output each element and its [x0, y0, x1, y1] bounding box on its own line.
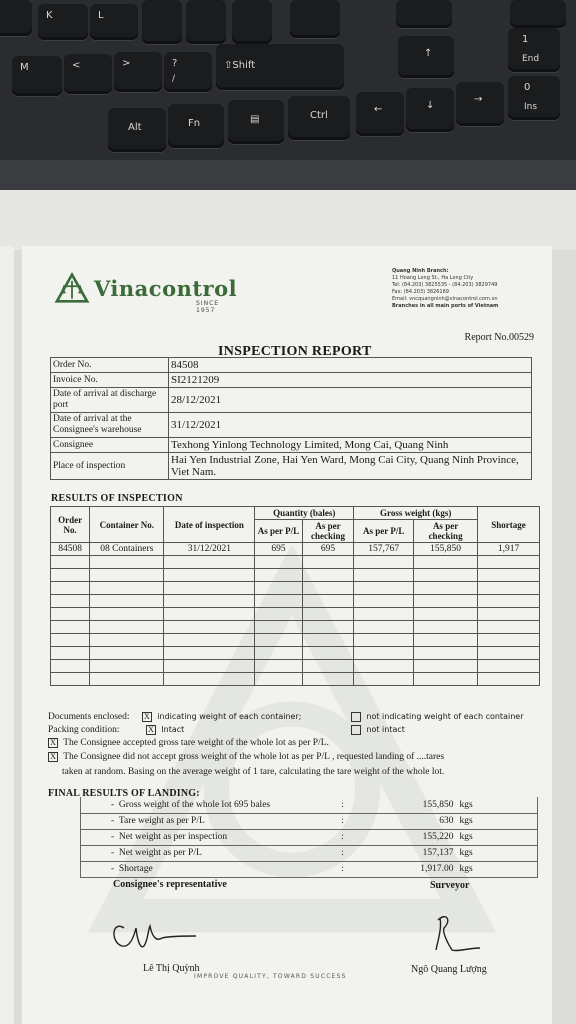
consignee-rep-label: Consignee's representative	[113, 879, 227, 890]
branch-info	[392, 268, 498, 310]
key-l: L	[90, 4, 138, 40]
final-results-table	[80, 797, 538, 878]
desk-surface	[0, 190, 576, 250]
final-label: - Net weight as per P/L	[81, 845, 298, 861]
info-value: 84508	[169, 358, 532, 373]
final-amount: 155,220	[388, 829, 458, 845]
consignee-signature	[104, 906, 204, 956]
consignee-rep-name: Lê Thị Quỳnh	[143, 963, 200, 974]
info-row	[51, 453, 532, 480]
inspection-report-document	[22, 246, 552, 1024]
key-top-right	[510, 0, 566, 28]
documents-enclosed-alt-row	[348, 712, 523, 722]
empty-row	[51, 621, 540, 634]
info-label: Consignee	[51, 438, 169, 453]
report-title: INSPECTION REPORT	[218, 344, 372, 359]
accept-checkbox[interactable]: X	[48, 738, 58, 748]
packing-condition-row	[48, 725, 184, 735]
final-unit: kgs	[458, 829, 538, 845]
accept-row	[45, 738, 329, 748]
empty-row	[51, 595, 540, 608]
final-amount: 630	[388, 813, 458, 829]
key-fn: Fn	[168, 104, 224, 148]
branch-line: 11 Hoang Long St., Ha Long City	[392, 275, 474, 281]
info-value: Texhong Yinlong Technology Limited, Mong Cai, Quang Ninh	[169, 438, 532, 453]
enclosed-unchecked-text: not indicating weight of each container	[366, 712, 524, 722]
final-unit: kgs	[458, 797, 538, 813]
info-label: Invoice No.	[51, 373, 169, 388]
col-gross: Gross weight (kgs)	[354, 507, 478, 520]
not-accept-row	[45, 752, 444, 762]
info-label: Date of arrival at the Consignee's warehouse	[51, 413, 169, 438]
packing-checked-text: Intact	[161, 725, 185, 735]
key-backslash	[232, 0, 272, 44]
key-ins: 0 Ins	[508, 76, 560, 120]
company-name: Vinacontrol	[94, 275, 238, 301]
key-arrow-down: ↓	[406, 88, 454, 132]
final-label: - Tare weight as per P/L	[81, 813, 298, 829]
empty-row	[51, 647, 540, 660]
key-end: 1 End	[508, 28, 560, 72]
results-heading: RESULTS OF INSPECTION	[51, 493, 183, 504]
info-value: 28/12/2021	[169, 388, 532, 413]
cell-order-no: 84508	[51, 543, 90, 556]
col-date: Date of inspection	[164, 507, 255, 543]
key-quote	[186, 0, 226, 44]
final-row	[81, 829, 538, 845]
col-qty-check: As per checking	[302, 520, 354, 543]
info-value: Hai Yen Industrial Zone, Hai Yen Ward, Mong Cai City, Quang Ninh Province, Viet Nam.	[169, 453, 532, 480]
final-row	[81, 797, 538, 813]
company-slogan: IMPROVE QUALITY, TOWARD SUCCESS	[194, 973, 347, 980]
key-arrow-up: ↑	[398, 36, 454, 78]
surveyor-signature	[422, 908, 502, 958]
report-number: Report No.00529	[464, 332, 534, 343]
enclosed-checked-text: indicating weight of each container;	[157, 712, 302, 722]
cell-container-no: 08 Containers	[90, 543, 164, 556]
info-row	[51, 358, 532, 373]
company-since: SINCE 1957	[196, 300, 220, 314]
final-colon: :	[298, 813, 388, 829]
info-row	[51, 388, 532, 413]
surveyor-label: Surveyor	[430, 880, 470, 891]
surveyor-name: Ngô Quang Lượng	[411, 964, 487, 975]
final-colon: :	[298, 845, 388, 861]
col-gross-pl: As per P/L	[354, 520, 414, 543]
info-label: Place of inspection	[51, 453, 169, 480]
cell-gross-pl: 157,767	[354, 543, 414, 556]
info-row	[51, 373, 532, 388]
not-accept-text-cont: taken at random. Basing on the average weight of 1 tare, calculating the tare weight of the whole lot.	[62, 767, 445, 777]
key-ctrl: Ctrl	[288, 96, 350, 140]
cell-gross-check: 155,850	[414, 543, 478, 556]
final-amount: 157,137	[388, 845, 458, 861]
key-enter	[290, 0, 340, 38]
branch-line: Branches in all main ports of Vietnam	[392, 303, 499, 309]
final-label: - Gross weight of the whole lot 695 bales	[81, 797, 298, 813]
not-accept-checkbox[interactable]: X	[48, 752, 58, 762]
final-unit: kgs	[458, 861, 538, 877]
empty-row	[51, 569, 540, 582]
col-shortage: Shortage	[478, 507, 540, 543]
final-results-heading: FINAL RESULTS OF LANDING:	[48, 788, 200, 799]
packing-label: Packing condition:	[48, 725, 120, 736]
info-label: Order No.	[51, 358, 169, 373]
packing-alt-row	[348, 725, 405, 735]
col-gross-check: As per checking	[414, 520, 478, 543]
cell-qty-pl: 695	[255, 543, 302, 556]
col-container-no: Container No.	[90, 507, 164, 543]
cell-shortage: 1,917	[478, 543, 540, 556]
empty-row	[51, 608, 540, 621]
key-arrow-left: ←	[356, 92, 404, 136]
final-amount: 1,917.00	[388, 861, 458, 877]
underlying-sheet	[0, 246, 14, 1024]
col-quantity: Quantity (bales)	[255, 507, 354, 520]
branch-title: Quang Ninh Branch:	[392, 268, 449, 274]
cell-date: 31/12/2021	[164, 543, 255, 556]
company-logo	[54, 272, 238, 314]
final-colon: :	[298, 861, 388, 877]
order-info-table	[50, 357, 532, 480]
key-semicolon	[142, 0, 182, 44]
vinacontrol-scale-icon	[54, 272, 90, 304]
empty-row	[51, 673, 540, 686]
packing-unchecked-box[interactable]	[351, 725, 361, 735]
documents-enclosed-row	[48, 712, 301, 722]
table-row	[51, 543, 540, 556]
info-value: SI2121209	[169, 373, 532, 388]
info-row	[51, 438, 532, 453]
final-row	[81, 845, 538, 861]
key-m: M	[12, 56, 62, 96]
final-colon: :	[298, 829, 388, 845]
key-k: K	[38, 4, 88, 40]
final-label: - Shortage	[81, 861, 298, 877]
final-label: - Net weight as per inspection	[81, 829, 298, 845]
key-arrow-up-top	[396, 0, 452, 28]
info-row	[51, 413, 532, 438]
key-menu: ▤	[228, 100, 284, 144]
packing-checked-box[interactable]: X	[146, 725, 156, 735]
empty-row	[51, 634, 540, 647]
branch-line: Email: vncquangninh@vinacontrol.com.vn	[392, 296, 498, 302]
col-order-no: Order No.	[51, 507, 90, 543]
info-value: 31/12/2021	[169, 413, 532, 438]
key-arrow-right: →	[456, 82, 504, 126]
key-alt: Alt	[108, 108, 166, 152]
keyboard-photo	[0, 0, 576, 205]
key-shift: ⇧Shift	[216, 44, 344, 90]
final-unit: kgs	[458, 845, 538, 861]
info-label: Date of arrival at discharge port	[51, 388, 169, 413]
key-lt: <	[64, 54, 112, 94]
enclosed-checked-box[interactable]: X	[142, 712, 152, 722]
empty-row	[51, 582, 540, 595]
results-header-row	[51, 507, 540, 520]
results-table	[50, 506, 540, 686]
packing-unchecked-text: not intact	[366, 725, 405, 735]
not-accept-text: The Consignee did not accept gross weight of the whole lot as per P/L , requested landing of ....tares	[63, 752, 445, 763]
final-row	[81, 813, 538, 829]
documents-enclosed-label: Documents enclosed:	[48, 712, 130, 723]
final-row	[81, 861, 538, 877]
cell-qty-check: 695	[302, 543, 354, 556]
key-question: ? /	[164, 52, 212, 92]
final-colon: :	[298, 797, 388, 813]
branch-line: Tel: (84.203) 3825535 - (84.203) 3829749	[392, 282, 498, 288]
final-amount: 155,850	[388, 797, 458, 813]
key-gt: >	[114, 52, 162, 92]
enclosed-unchecked-box[interactable]	[351, 712, 361, 722]
accept-text: The Consignee accepted gross tare weight of the whole lot as per P/L.	[63, 738, 329, 749]
empty-row	[51, 660, 540, 673]
key-j	[0, 0, 32, 36]
branch-line: Fax: (84.203) 3826169	[392, 289, 449, 295]
empty-row	[51, 556, 540, 569]
col-qty-pl: As per P/L	[255, 520, 302, 543]
final-unit: kgs	[458, 813, 538, 829]
